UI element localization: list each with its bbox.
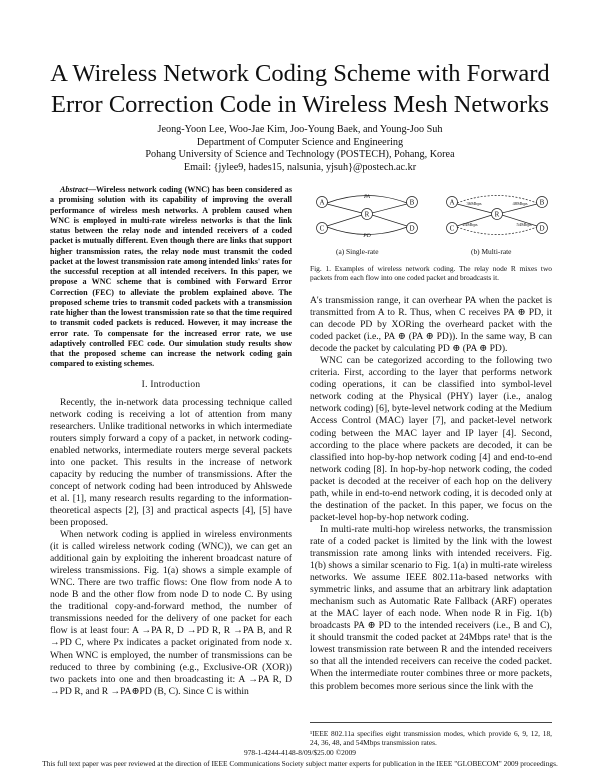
body-paragraph-2: WNC can be categorized according to the following two criteria. First, according to the layer that performs network coding operations, it can be classified into symbol-level network coding at the Physical (PHY) layer (i.e., analog network coding) [6], byte-level network coding at the Medium Access Control (MAC) layer [7], and packet-level network coding between the MAC layer and IP layer [4]. Second, according to the place where packets are decoded, it can be classified into hop-by-hop network coding [4] and end-to-end network coding [8]. In hop-by-hop network coding, the coded packet is decoded at the receiver of each hop on the delivery path, while in end-to-end network coding, it is decoded only at the destination of the packet. In this paper, we focus on the packet-level hop-by-hop network coding. — [310, 355, 552, 523]
figure-1a-diagram — [317, 194, 418, 239]
svg-text:R: R — [494, 210, 500, 219]
section-heading-introduction: I. Introduction — [141, 379, 201, 390]
title-line-1: A Wireless Network Coding Scheme with Forward — [50, 60, 550, 87]
svg-text:36Mbps: 36Mbps — [466, 201, 482, 206]
svg-text:PD: PD — [363, 233, 371, 239]
email: Email: {jylee9, hades15, nalsunia, yjsuh}@postech.ac.kr — [183, 161, 417, 173]
title-line-2: Error Correction Code in Wireless Mesh Networks — [51, 91, 549, 118]
body-paragraph-3: In multi-rate multi-hop wireless networks, the transmission rate of a coded packet is limited by the link with the lowest transmission rate among links with intended receivers. Fig. 1(b) shows a similar scenario to Fig. 1(a) in multi-rate wireless networks. We assume IEEE 802.11a-based networks with symmetric links, and assume that an arbitrary link adaptation mechanism such as Automatic Rate Fallback (ARF) operates at the MAC layer of each node. When node R in Fig. 1(b) broadcasts PA ⊕ PD to the intended receivers (i.e., B and C), it should transmit the coded packet at 24Mbps rate¹ that is the lowest transmission rate between R and the intended receivers so that all the intended receivers can receive the coded packet. When the intermediate router combines three or more packets, this problem becomes more serious since the link with the — [310, 523, 552, 692]
svg-text:54Mbps: 54Mbps — [516, 222, 532, 227]
svg-text:24Mbps: 24Mbps — [462, 222, 478, 227]
svg-text:A: A — [449, 198, 455, 207]
author-block — [0, 124, 600, 174]
figure-1a-label: (a) Single-rate — [336, 247, 379, 256]
author-names: Jeong-Yoon Lee, Woo-Jae Kim, Joo-Young Baek, and Young-Joo Suh — [157, 124, 443, 135]
svg-text:C: C — [319, 224, 325, 233]
abstract-label: Abstract — [60, 185, 88, 194]
svg-text:D: D — [409, 224, 415, 233]
isbn-line: 978-1-4244-4148-8/09/$25.00 ©2009 — [244, 748, 356, 757]
figure-1-caption: Fig. 1. Examples of wireless network coding. The relay node R mixes two packets from each flow into one coded packet and broadcasts it. — [310, 264, 552, 283]
body-paragraph-1: A's transmission range, it can overhear PA when the packet is transmitted from A to R. Thus, when C receives PA ⊕ PD, it can decode PD by XORing the overheard packet with the coded packet (i.e., PA ⊕ (PA ⊕ PD)). In the same way, B can decode the packet by calculating PD ⊕ (PA ⊕ PD). — [310, 295, 552, 355]
svg-text:A: A — [319, 198, 325, 207]
intro-paragraph-1: Recently, the in-network data processing technique called network coding is receiving a lot of attention from many researchers. Unlike traditional networks in which intermediate routers simply forward a copy of a packet, in network coding-enabled networks, intermediate routers merge several packets into one packet. This results in the increase of network capacity by reducing the number of transmissions. After the concept of network coding had been introduced by Ahlswede et al. [1], many research results regarding to the information-theoretical aspects [2], [3] and practical aspects [4], [5] have been proposed. — [50, 396, 292, 529]
figure-1 — [312, 192, 554, 254]
figure-1b-label: (b) Multi-rate — [471, 247, 512, 256]
abstract — [50, 185, 292, 370]
svg-text:48Mbps: 48Mbps — [512, 201, 528, 206]
svg-text:R: R — [364, 210, 370, 219]
intro-paragraph-2: When network coding is applied in wireless environments (it is called wireless network coding (WNC)), we can get an additional gain by exploiting the inherent broadcast nature of wireless transmissions. Fig. 1(a) shows a simple example of WNC. There are two traffic flows: One flow from node A to node B and the other flow from node D to node C. By using the traditional copy-and-forward method, the number of transmissions needed for the delivery of one packet for each flow is at least four: A →PA R, D →PD R, R →PA B, and R →PD C, where Px indicates a packet originated from node x. When WNC is employed, the number of transmissions can be reduced to three by combining (e.g., Exclusive-OR (XOR)) two packets into one and then broadcasting it: A →PA R, D →PD R, and R →PA⊕PD (B, C). Since C is within — [50, 529, 292, 697]
peer-review-note: This full text paper was peer reviewed at the direction of IEEE Communications Society subject matter experts for publication in the IEEE "GLOBECOM" 2009 proceedings. — [42, 759, 558, 768]
footnote: ¹IEEE 802.11a specifies eight transmission modes, which provide 6, 9, 12, 18, 24, 36, 48, and 54Mbps transmission rates. — [310, 722, 552, 747]
svg-text:PA: PA — [363, 194, 371, 200]
right-column — [310, 295, 552, 693]
left-column — [50, 185, 292, 698]
svg-text:D: D — [539, 224, 545, 233]
university: Pohang University of Science and Technology (POSTECH), Pohang, Korea — [145, 149, 455, 161]
department: Department of Computer Science and Engineering — [196, 136, 404, 148]
svg-text:B: B — [409, 198, 415, 207]
svg-text:B: B — [539, 198, 545, 207]
paper-title — [0, 58, 600, 120]
abstract-text: —Wireless network coding (WNC) has been considered as a promising solution with its capability of improving the overall performance of wireless mesh networks. A problem caused when WNC is employed in multi-rate wireless networks is that the link status between the relay node and intended receivers of a coded packet is mutually different. Even though there are links that support higher transmission rates, the relay node must transmit the coded packet at the lowest transmission rate among intended links' rates for the successful reception at all intended receivers. In this paper, we propose a WNC scheme that is combined with Forward Error Correction (FEC) to alleviate the problem explained above. The proposed scheme tries to transmit coded packets with a transmission rate higher than the lowest transmission rate so that the time required to transmit coded packets is reduced. However, it may increase the error rate. To compensate for the increased error rate, we use adaptively controlled FEC code. Our simulation study results show that the proposed scheme can increase the network coding gain compared to existing schemes. — [50, 185, 292, 369]
svg-text:C: C — [449, 224, 455, 233]
figure-1b-diagram — [447, 196, 548, 235]
